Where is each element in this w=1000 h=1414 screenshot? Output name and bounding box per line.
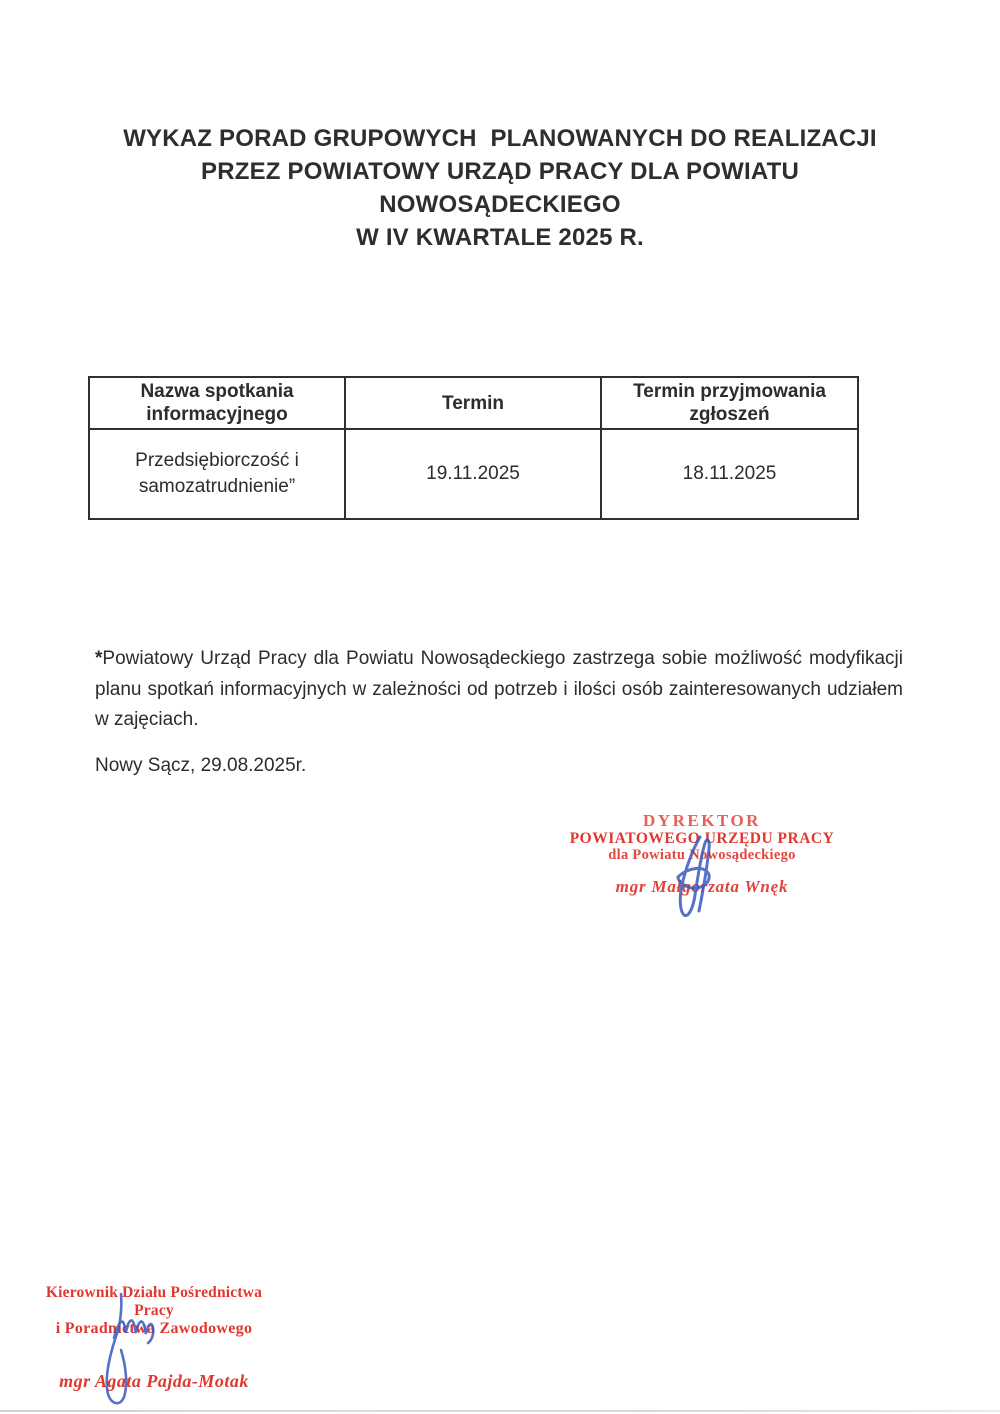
director-signature: [660, 833, 726, 921]
director-stamp-name: mgr Małgorzata Wnęk: [615, 877, 789, 896]
disclaimer-text: Powiatowy Urząd Pracy dla Powiatu Nowosądeckiego zastrzega sobie możliwość modyfikacji planu spotkań informacyjnych w zależności od potrzeb i ilości osób zainteresowanych udziałem w zajęciach.: [95, 648, 903, 730]
director-stamp-office: POWIATOWEGO URZĘDU PRACY: [569, 830, 835, 847]
place-date-line: Nowy Sącz, 29.08.2025r.: [95, 755, 307, 776]
title-line-4: W IV KWARTALE 2025 R.: [356, 224, 644, 251]
kierownik-stamp-line1: Kierownik Działu Pośrednictwa Pracy: [45, 1284, 263, 1319]
title-line-2: PRZEZ POWIATOWY URZĄD PRACY DLA POWIATU: [200, 158, 799, 185]
table-row: [89, 429, 858, 519]
kierownik-signature: [90, 1292, 170, 1410]
document-title: [0, 122, 1000, 254]
footnote-marker: *: [95, 648, 103, 669]
column-header-termin: Termin: [345, 377, 601, 429]
kierownik-stamp-name: mgr Agata Pajda-Motak: [59, 1371, 249, 1391]
kierownik-stamp-line2: i Poradnictwa Zawodowego: [55, 1320, 253, 1337]
meetings-table: [88, 376, 859, 520]
kierownik-signature-stroke: [107, 1294, 154, 1403]
table-header-row: [89, 377, 858, 429]
director-stamp-district: dla Powiatu Nowosądeckiego: [608, 847, 796, 863]
title-line-1: WYKAZ PORAD GRUPOWYCH PLANOWANYCH DO REALIZACJI: [123, 125, 877, 152]
column-header-name: Nazwa spotkania informacyjnego: [89, 377, 345, 429]
column-header-zgloszenia: Termin przyjmowania zgłoszeń: [601, 377, 858, 429]
cell-termin: 19.11.2025: [345, 429, 601, 519]
cell-meeting-name: Przedsiębiorczość i samozatrudnienie”: [89, 429, 345, 519]
cell-zgloszenia: 18.11.2025: [601, 429, 858, 519]
title-line-3: NOWOSĄDECKIEGO: [379, 191, 621, 218]
disclaimer-note: [95, 644, 903, 736]
scanner-edge-artifact: [0, 1410, 1000, 1412]
director-signature-stroke: [678, 837, 709, 916]
director-stamp-title: DYREKTOR: [643, 811, 761, 830]
